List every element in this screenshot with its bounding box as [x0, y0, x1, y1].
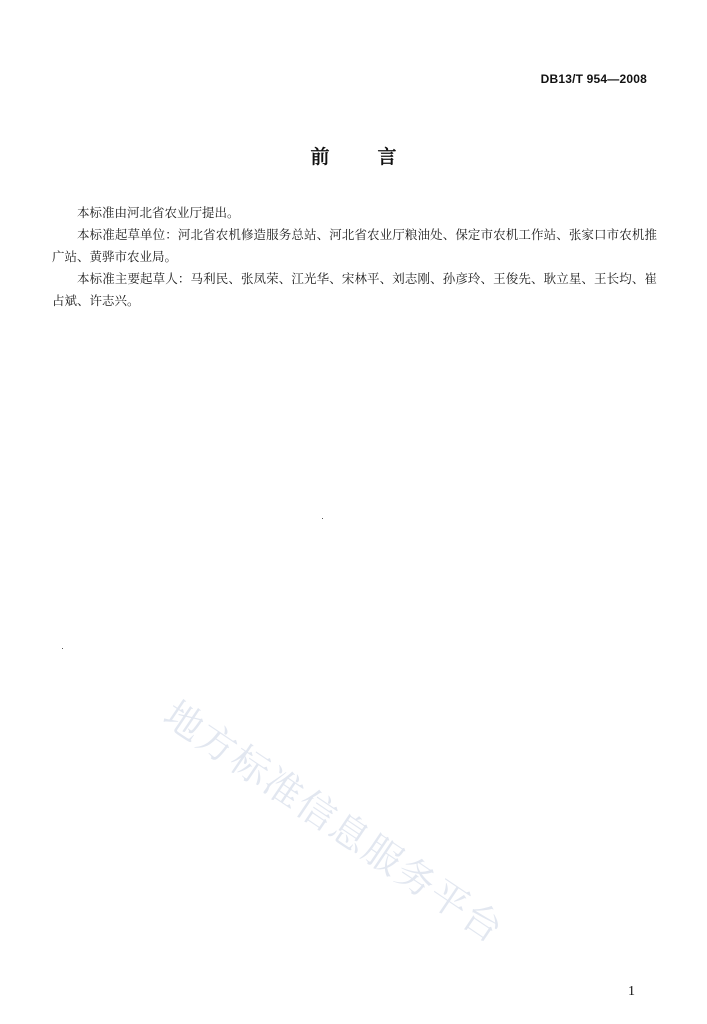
scan-speck [322, 518, 323, 519]
page-number: 1 [628, 984, 635, 999]
page-title [0, 142, 707, 169]
watermark: 地方标准信息服务平台 [155, 692, 512, 953]
standard-code: DB13/T 954—2008 [540, 72, 647, 86]
paragraph-drafters: 本标准主要起草人：马利民、张凤荣、江光华、宋林平、刘志刚、孙彦玲、王俊先、耿立星、王长均、崔占斌、许志兴。 [52, 271, 657, 308]
paragraph-drafting-units: 本标准起草单位：河北省农机修造服务总站、河北省农业厅粮油处、保定市农机工作站、张家口市农机推广站、黄骅市农业局。 [52, 227, 657, 264]
scan-speck [62, 648, 63, 649]
paragraph-proposer: 本标准由河北省农业厅提出。 [77, 205, 240, 220]
foreword-body [52, 202, 657, 312]
title-part-1: 前 [310, 146, 330, 168]
title-part-2: 言 [377, 146, 397, 168]
